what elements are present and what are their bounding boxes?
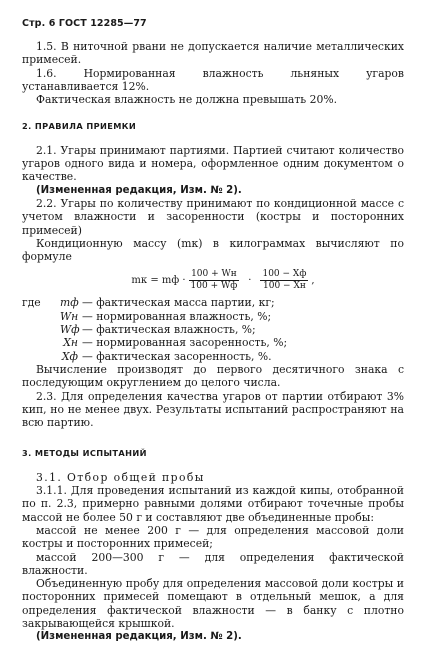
amendment-note-1: (Измененная редакция, Изм. № 2).	[36, 184, 242, 196]
formula-fraction-moisture	[189, 269, 240, 292]
definition-row	[22, 350, 404, 363]
definition-text: — нормированная засоренность, %;	[82, 336, 288, 350]
formula-fraction-1-numerator: 100 + Wн	[191, 268, 237, 279]
formula-tail: ,	[311, 274, 315, 286]
formula-fraction-1-denominator: 100 + Wф	[190, 280, 238, 291]
calculation-note: Вычисление производят до первого десятичного знака с последующим округлением до целого числа.	[22, 362, 404, 390]
paragraph-1-5: 1.5. В ниточной рвани не допускается наличие металлических примесей.	[22, 40, 404, 67]
definition-text: — фактическая масса партии, кг;	[82, 296, 275, 310]
paragraph-3-1-1: 3.1.1. Для проведения испытаний из каждой кипы, отобранной по п. 2.3, примерно равными долями отбирают точечные пробы массой не более 50 г и составляют две объединенные пробы:	[22, 484, 404, 524]
combined-sample-paragraph: Объединенную пробу для определения массовой доли костры и посторонних примесей помещают в отдельный мешок, а для определения фактической влажности — в банку с плотно закрывающейся крышкой.	[22, 577, 404, 630]
paragraph-1-6: 1.6. Нормированная влажность льняных угаров устанавливается 12%.	[22, 66, 404, 93]
definition-lead	[22, 323, 60, 336]
definition-row	[22, 336, 404, 349]
definition-row	[22, 323, 404, 336]
paragraph-1-6-moisture: Фактическая влажность не должна превышать 20%.	[36, 93, 338, 107]
definition-lead	[22, 336, 60, 349]
formula-lhs: mк = mф ·	[131, 274, 186, 286]
page-header: Стр. 6 ГОСТ 12285—77	[22, 18, 147, 29]
definition-text: — нормированная влажность, %;	[82, 309, 272, 323]
definition-lead	[22, 310, 60, 323]
section-3-title: 3. МЕТОДЫ ИСПЫТАНИЙ	[22, 448, 147, 459]
formula-fraction-2-numerator: 100 − Xф	[262, 268, 307, 279]
definition-lead	[22, 350, 60, 363]
definition-lead: где	[22, 296, 41, 310]
document-body	[22, 40, 404, 644]
paragraph-2-2-formula-intro: Кондиционную массу (mк) в килограммах вычисляют по формуле	[22, 236, 404, 264]
paragraph-2-2: 2.2. Угары по количеству принимают по кондиционной массе с учетом влажности и засоренности (костры и посторонних примесей)	[22, 196, 404, 237]
definition-symbol: Wф	[60, 323, 80, 337]
definition-symbol: mф	[60, 296, 79, 310]
definition-symbol: Xн	[63, 336, 78, 350]
section-2-title: 2. ПРАВИЛА ПРИЕМКИ	[22, 121, 137, 132]
paragraph-3-1: 3.1. Отбор общей пробы	[36, 470, 205, 484]
sample-mass-impurity: массой не менее 200 г — для определения массовой доли костры и посторонних примесей;	[22, 523, 404, 551]
paragraph-2-3: 2.3. Для определения качества угаров от партии отбирают 3% кип, но не менее двух. Результаты испытаний распространяют на всю партию.	[22, 389, 404, 430]
definition-symbol: Xф	[61, 349, 78, 363]
paragraph-2-1: 2.1. Угары принимают партиями. Партией считают количество угаров одного вида и номера, оформленное одним документом о качестве.	[22, 143, 404, 184]
sample-mass-moisture: массой 200—300 г — для определения фактической влажности.	[22, 550, 404, 577]
definition-row	[22, 296, 404, 309]
formula-dot: ·	[248, 274, 252, 286]
amendment-note-2: (Измененная редакция, Изм. № 2).	[36, 631, 242, 643]
formula-fraction-impurity	[260, 269, 308, 292]
conditional-mass-formula	[42, 265, 404, 295]
formula-fraction-2-denominator: 100 − Xн	[263, 280, 306, 291]
definition-text: — фактическая засоренность, %.	[82, 349, 272, 363]
definition-row	[22, 310, 404, 323]
definition-text: — фактическая влажность, %;	[82, 323, 256, 337]
definition-symbol: Wн	[60, 309, 79, 323]
formula-definitions	[22, 296, 404, 362]
